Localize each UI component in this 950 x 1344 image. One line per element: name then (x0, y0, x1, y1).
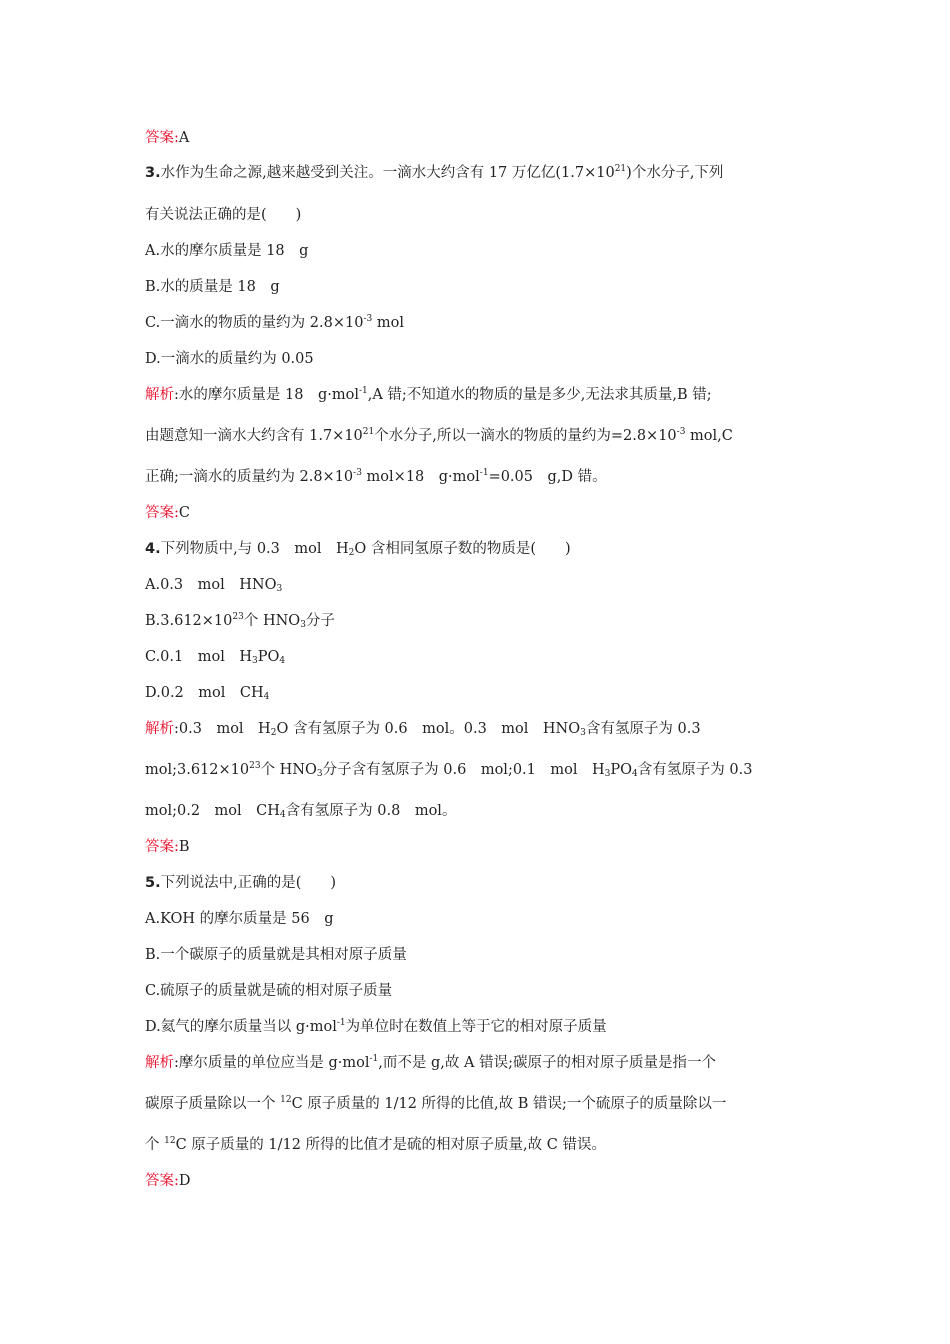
option-d: D.一滴水的质量约为 0.05 (145, 351, 314, 367)
analysis-label: 解析 (145, 721, 174, 737)
analysis-line3: 正确;一滴水的质量约为 $2.8\times 10^{-3}$ mol×18 g·mol$^{-1}$=0.05 g,D 错。 (145, 468, 607, 485)
answer-label: 答案 (145, 1173, 174, 1189)
answer-value: A (178, 130, 190, 146)
option-c: C.0.1 mol $H_3PO_4$ (145, 649, 286, 666)
analysis-line1: 解析:水的摩尔质量是 18 g·mol$^{-1}$,A 错;不知道水的物质的量是多少,无法求其质量,B 错; (145, 386, 712, 403)
option-d: D.氦气的摩尔质量当以 g·mol$^{-1}$为单位时在数值上等于它的相对原子质量 (145, 1018, 607, 1035)
option-c: C.一滴水的物质的量约为 $2.8\times 10^{-3}$ mol (145, 314, 404, 331)
answer-line: 答案:B (145, 839, 190, 855)
question-number: 4. (145, 541, 161, 557)
answer-line: 答案:A (145, 130, 190, 146)
analysis-line1: 解析:摩尔质量的单位应当是 g·mol$^{-1}$,而不是 g,故 A 错误;碳原子的相对原子质量是指一个 (145, 1054, 716, 1071)
question-3-stem-line1: 3.水作为生命之源,越来越受到关注。一滴水大约含有 17 万亿亿$(1.7\times 10^{21})$个水分子,下列 (145, 164, 724, 181)
analysis-label: 解析 (145, 1055, 174, 1071)
answer-label: 答案 (145, 130, 174, 146)
option-c: C.硫原子的质量就是硫的相对原子质量 (145, 983, 393, 999)
answer-label: 答案 (145, 505, 174, 521)
option-a: A.KOH 的摩尔质量是 56 g (145, 911, 334, 927)
question-4-stem: 4.下列物质中,与 0.3 mol $H_2O$ 含相同氢原子数的物质是( ) (145, 541, 571, 558)
analysis-line2: 由题意知一滴水大约含有 $1.7\times 10^{21}$个水分子,所以一滴水的物质的量约为$=2.8\times 10^{-3}$ mol,C (145, 427, 733, 444)
question-5-stem: 5.下列说法中,正确的是( ) (145, 875, 337, 891)
analysis-line3: 个 $^{12}$C 原子质量的 1/12 所得的比值才是硫的相对原子质量,故 C 错误。 (145, 1136, 606, 1153)
answer-label: 答案 (145, 839, 174, 855)
question-3-stem-line2: 有关说法正确的是( ) (145, 207, 302, 223)
question-number: 3. (145, 165, 161, 181)
answer-value: C (178, 505, 190, 521)
analysis-label: 解析 (145, 387, 174, 403)
analysis-line2: 碳原子质量除以一个 $^{12}$C 原子质量的 1/12 所得的比值,故 B 错误;一个硫原子的质量除以一 (145, 1095, 727, 1112)
option-b: B.一个碳原子的质量就是其相对原子质量 (145, 947, 407, 963)
answer-line: 答案:C (145, 505, 190, 521)
option-a: A.0.3 mol $HNO_3$ (145, 577, 283, 594)
option-b: B.水的质量是 18 g (145, 279, 280, 295)
analysis-line2: $mol;3.612\times 10^{23}$个 $HNO_3$分子含有氢原子为 0.6 mol;0.1 mol $H_3PO_4$含有氢原子为 0.3 (145, 761, 753, 779)
question-number: 5. (145, 875, 161, 891)
option-a: A.水的摩尔质量是 18 g (145, 243, 309, 259)
option-d: D.0.2 mol $CH_4$ (145, 685, 270, 702)
answer-value: B (178, 839, 190, 855)
analysis-line3: mol;0.2 mol $CH_4$含有氢原子为 0.8 mol。 (145, 803, 457, 820)
analysis-line1: 解析:0.3 mol $H_2O$ 含有氢原子为 0.6 mol。0.3 mol $HNO_3$含有氢原子为 0.3 (145, 721, 701, 738)
option-b: $B.3.612\times 10^{23}$个 $HNO_3$分子 (145, 612, 335, 630)
answer-value: D (178, 1173, 191, 1189)
answer-line: 答案:D (145, 1173, 191, 1189)
